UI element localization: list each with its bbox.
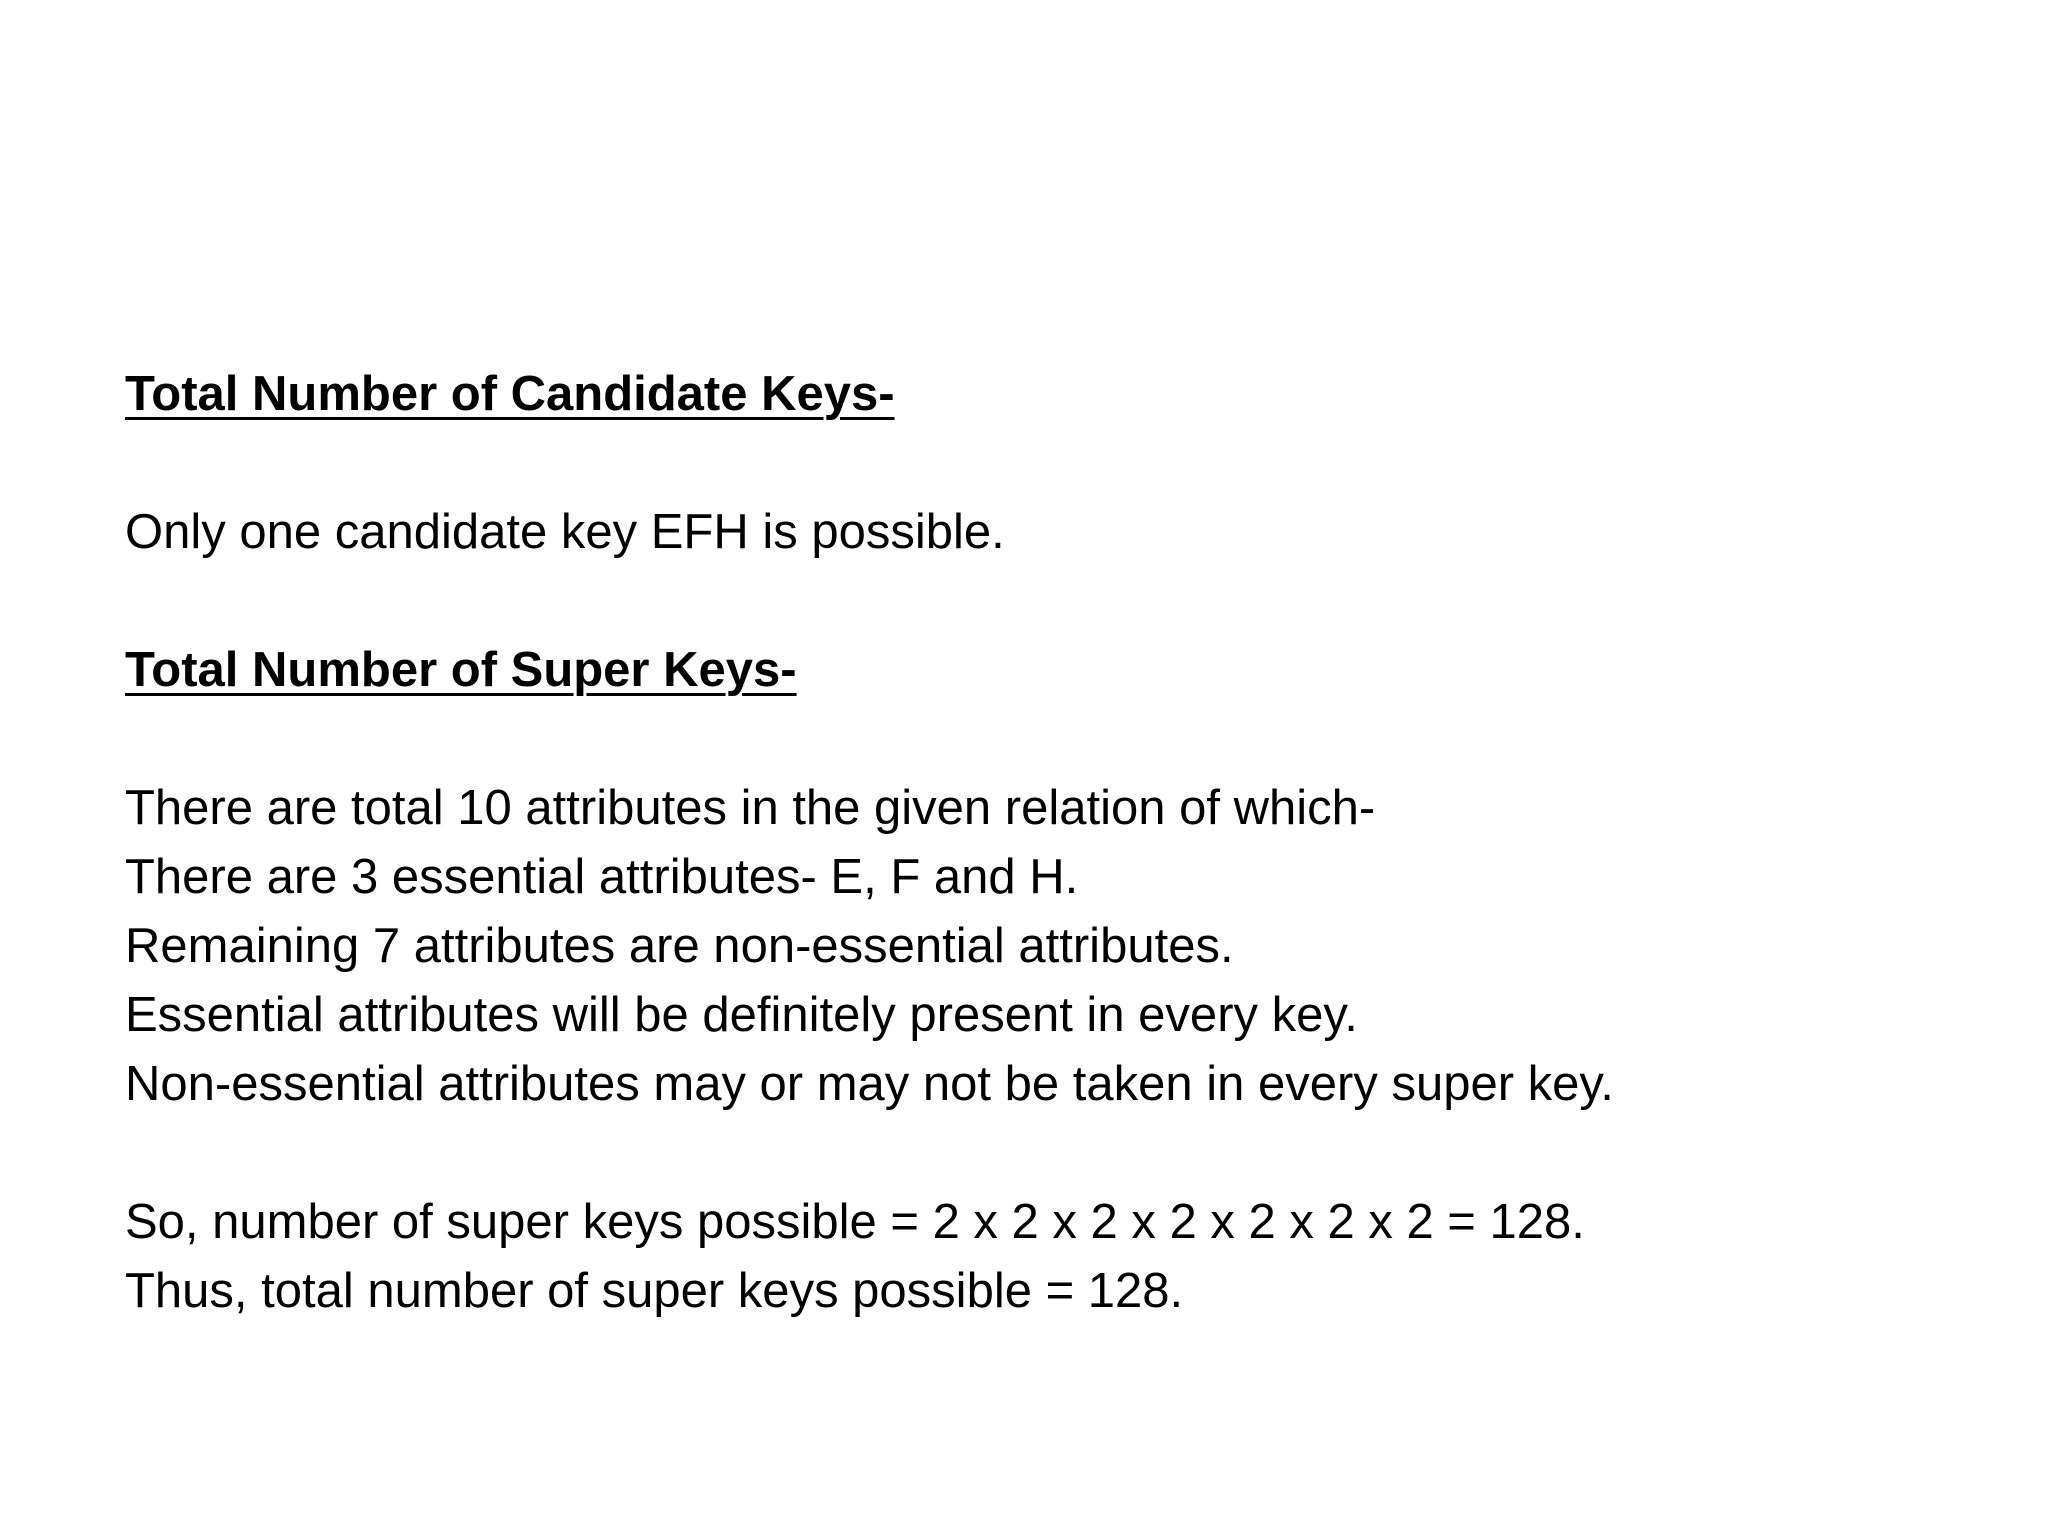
slide-content [125,360,1985,1326]
spacer [125,429,1985,498]
candidate-keys-text: Only one candidate key EFH is possible. [125,505,1005,559]
super-keys-line: Non-essential attributes may or may not be taken in every super key. [125,1057,1614,1111]
spacer [125,705,1985,774]
spacer [125,567,1985,636]
super-keys-line: Essential attributes will be definitely present in every key. [125,988,1358,1042]
super-keys-line: There are total 10 attributes in the given relation of which- [125,781,1376,835]
spacer [125,1119,1985,1188]
conclusion-line: Thus, total number of super keys possible = 128. [125,1264,1184,1318]
conclusion-line: So, number of super keys possible = 2 x 2 x 2 x 2 x 2 x 2 x 2 = 128. [125,1195,1585,1249]
super-keys-line: There are 3 essential attributes- E, F and H. [125,850,1079,904]
super-keys-line: Remaining 7 attributes are non-essential attributes. [125,919,1234,973]
candidate-keys-heading: Total Number of Candidate Keys- [125,367,895,421]
super-keys-heading: Total Number of Super Keys- [125,643,797,697]
